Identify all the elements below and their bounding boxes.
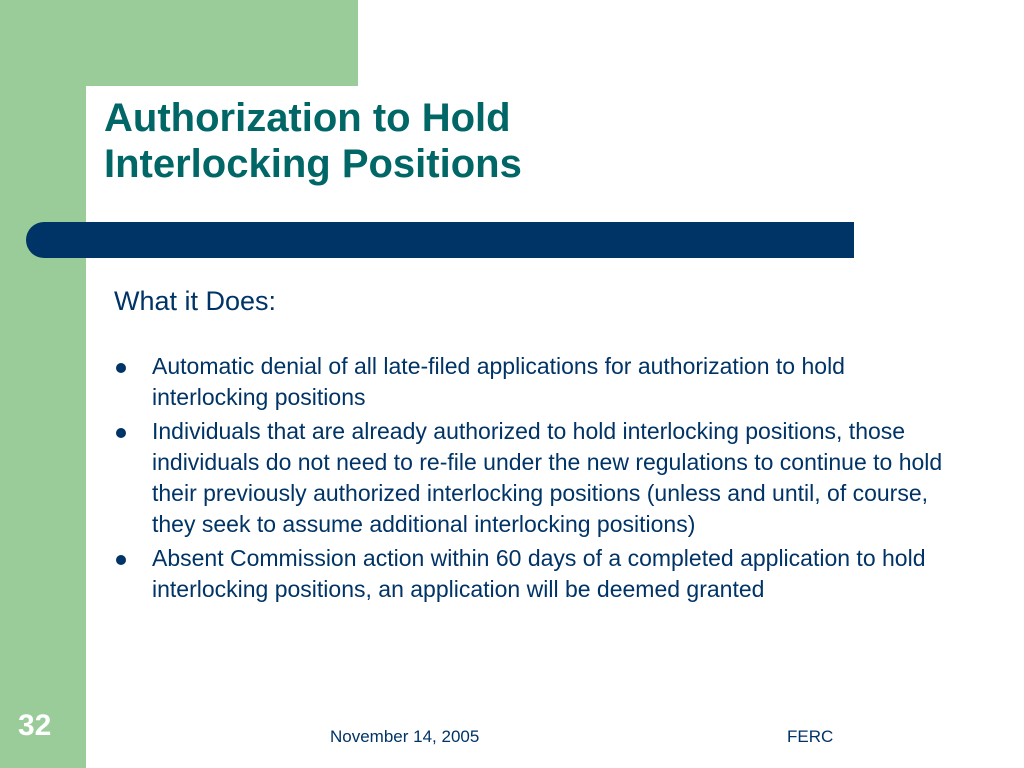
bullet-dot-icon [116,363,126,373]
bullet-dot-icon [116,555,126,565]
footer-date: November 14, 2005 [330,727,480,746]
bullet-text: Absent Commission action within 60 days of a completed application to hold interlocking positions, an application will be deemed granted [152,545,926,602]
bullet-text: Individuals that are already authorized to hold interlocking positions, those individuals do not need to re-file under the new regulations to continue to hold their previously authorized interlocking positions (unless and until, of course, they seek to assume additional interlocking positions) [152,418,943,537]
bullet-item [114,416,964,540]
bullet-dot-icon [116,428,126,438]
title-line-1: Authorization to Hold [104,96,511,140]
slide-body [114,285,964,608]
bullet-item [114,543,964,605]
left-green-column [0,0,86,768]
title-line-2: Interlocking Positions [104,142,522,186]
title-divider-bar [26,222,854,258]
slide-title [104,95,522,187]
bullet-text: Automatic denial of all late-filed applications for authorization to hold interlocking positions [152,353,845,410]
subheading: What it Does: [114,286,277,316]
footer-organization: FERC [787,727,834,746]
page-number: 32 [18,709,52,742]
bullet-list [114,351,964,605]
bullet-item [114,351,964,413]
top-green-block [0,0,358,86]
